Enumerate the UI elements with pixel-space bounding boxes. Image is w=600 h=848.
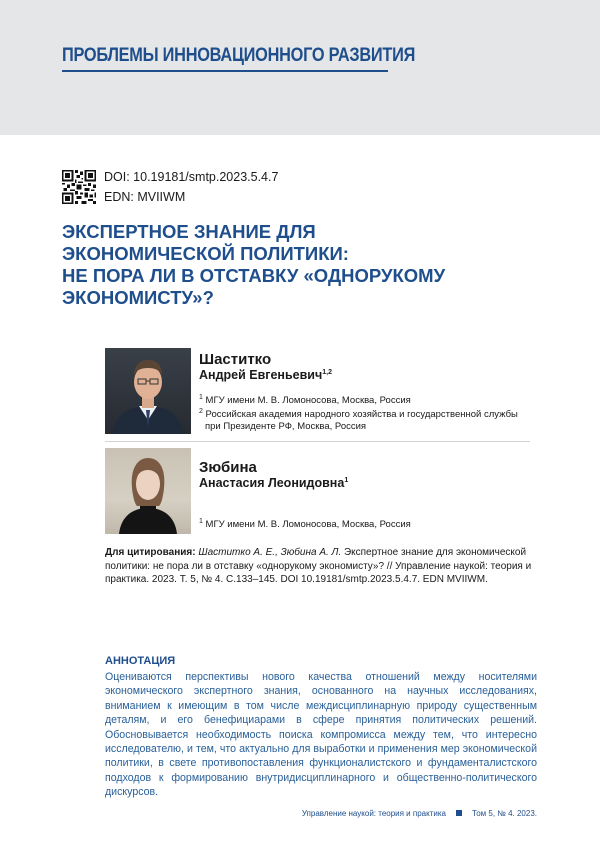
author-divider	[105, 441, 530, 442]
article-title-line: ЭКОНОМИЧЕСКОЙ ПОЛИТИКИ:	[62, 243, 349, 264]
citation-text: Экспертное знание для экономической политики: не пора ли в отставку «однорукому экономисту»? // Управление наукой: теория и практика. 2023. Т. 5, № 4. С.133–145. DOI 10.19181/smtp.2023.5.4.7. EDN MVIIWM.	[105, 547, 532, 585]
header-band	[0, 0, 600, 135]
footer-journal: Управление наукой: теория и практика	[301, 809, 446, 818]
article-title-line: ЭКОНОМИСТУ»?	[62, 287, 214, 308]
page-footer	[302, 809, 537, 818]
abstract-text: Оцениваются перспективы нового качества отношений между носителями экономического экспертного знания, основанного на научных исследованиях, вниманием к имеющим в том числе междисциплинарную природу существенным деталям, и его бенефициарами в сфере принятия политических решений. Обосновывается необходимость поиска компромисса между тем, что интересно исследователю, и тем, что актуально для выработки и применения мер экономической политики, в свете противопоставления функционалистского и фундаменталистского подходов к формированию внутридисциплинарного и общественно-политического дискурсов.	[105, 671, 537, 799]
journal-title-underline	[62, 70, 388, 72]
author-affiliation: $^1$ МГУ имени М. В. Ломоносова, Москва, Россия	[199, 394, 411, 407]
footer-issue: Том 5, № 4. 2023.	[471, 809, 537, 818]
author-affiliation: $^2$ Российская академия народного хозяйства и государственной службы при Президенте РФ, Москва, Россия	[199, 408, 518, 433]
citation-label: Для цитирования:	[105, 547, 196, 558]
author-affiliation: $^1$ МГУ имени М. В. Ломоносова, Москва, Россия	[199, 518, 411, 531]
article-title-line: НЕ ПОРА ЛИ В ОТСТАВКУ «ОДНОРУКОМУ	[62, 265, 446, 286]
edn: EDN: MVIIWM	[104, 190, 186, 204]
qr-code-icon	[62, 170, 96, 204]
doi[interactable]: DOI: 10.19181/smtp.2023.5.4.7	[104, 170, 279, 184]
journal-title: ПРОБЛЕМЫ ИННОВАЦИОННОГО РАЗВИТИЯ	[62, 45, 416, 66]
author-surname: Шаститко	[199, 351, 272, 368]
citation-authors: Шаститко А. Е., Зюбина А. Л.	[198, 547, 342, 558]
abstract-heading: АННОТАЦИЯ	[105, 655, 176, 667]
author-given-name: Анастасия Леонидовна$^1$	[199, 476, 349, 490]
square-bullet-icon	[456, 810, 462, 816]
author-given-name: Андрей Евгеньевич$^{1,2}$	[199, 368, 332, 382]
author-photo	[105, 448, 191, 534]
article-title	[62, 221, 532, 309]
author-photo	[105, 348, 191, 434]
article-title-line: ЭКСПЕРТНОЕ ЗНАНИЕ ДЛЯ	[62, 221, 316, 242]
citation	[105, 546, 535, 587]
author-surname: Зюбина	[199, 459, 257, 476]
